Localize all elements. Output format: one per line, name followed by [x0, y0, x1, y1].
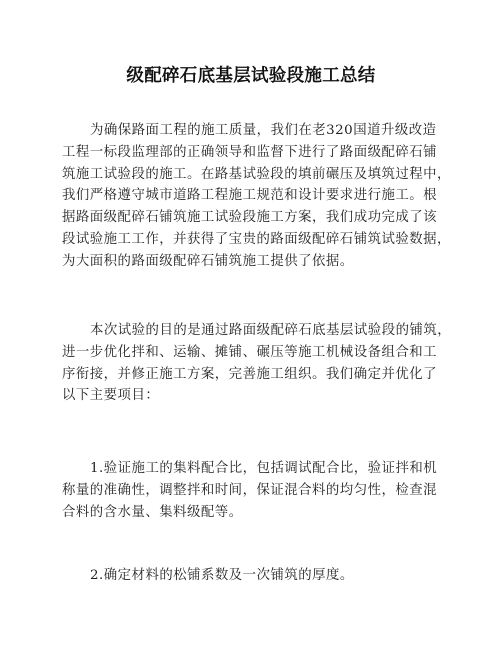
paragraph-line: 工程一标段监理部的正确领导和监督下进行了路面级配碎石铺: [62, 144, 438, 160]
paragraph-line: 进一步优化拌和、运输、摊铺、碾压等施工机械设备组合和工: [62, 344, 438, 360]
paragraph-line: 为确保路面工程的施工质量，我们在老320国道升级改造: [90, 123, 437, 138]
paragraph-line: 1.验证施工的集料配合比，包括调试配合比，验证拌和机: [90, 461, 438, 476]
list-item-1: [62, 458, 444, 523]
paragraph-intro: [62, 120, 451, 273]
paragraph-line: 称量的准确性，调整拌和时间，保证混合料的均匀性，检查混: [62, 482, 438, 498]
paragraph-line: 段试验施工工作，并获得了宝贵的路面级配碎石铺筑试验数据，: [62, 231, 451, 247]
paragraph-line: 为大面积的路面级配碎石铺筑施工提供了依据。: [62, 253, 354, 269]
paragraph-line: 合料的含水量、集料级配等。: [62, 504, 243, 520]
paragraph-line: 我们严格遵守城市道路工程施工规范和设计要求进行施工。根: [62, 188, 438, 204]
paragraph-line: 本次试验的目的是通过路面级配碎石底基层试验段的铺筑，: [90, 323, 452, 338]
paragraph-line: 序衔接，并修正施工方案，完善施工组织。我们确定并优化了: [62, 366, 438, 382]
paragraph-line: 筑施工试验段的施工。在路基试验段的填前碾压及填筑过程中，: [62, 166, 451, 182]
paragraph-purpose: [62, 320, 452, 407]
list-item-2: [62, 565, 444, 587]
paragraph-line: 2.确定材料的松铺系数及一次铺筑的厚度。: [90, 568, 354, 583]
paragraph-line: 以下主要项目：: [62, 388, 160, 404]
paragraph-line: 据路面级配碎石铺筑施工试验段施工方案，我们成功完成了该: [62, 210, 438, 226]
document-title: 级配碎石底基层试验段施工总结: [126, 66, 376, 86]
